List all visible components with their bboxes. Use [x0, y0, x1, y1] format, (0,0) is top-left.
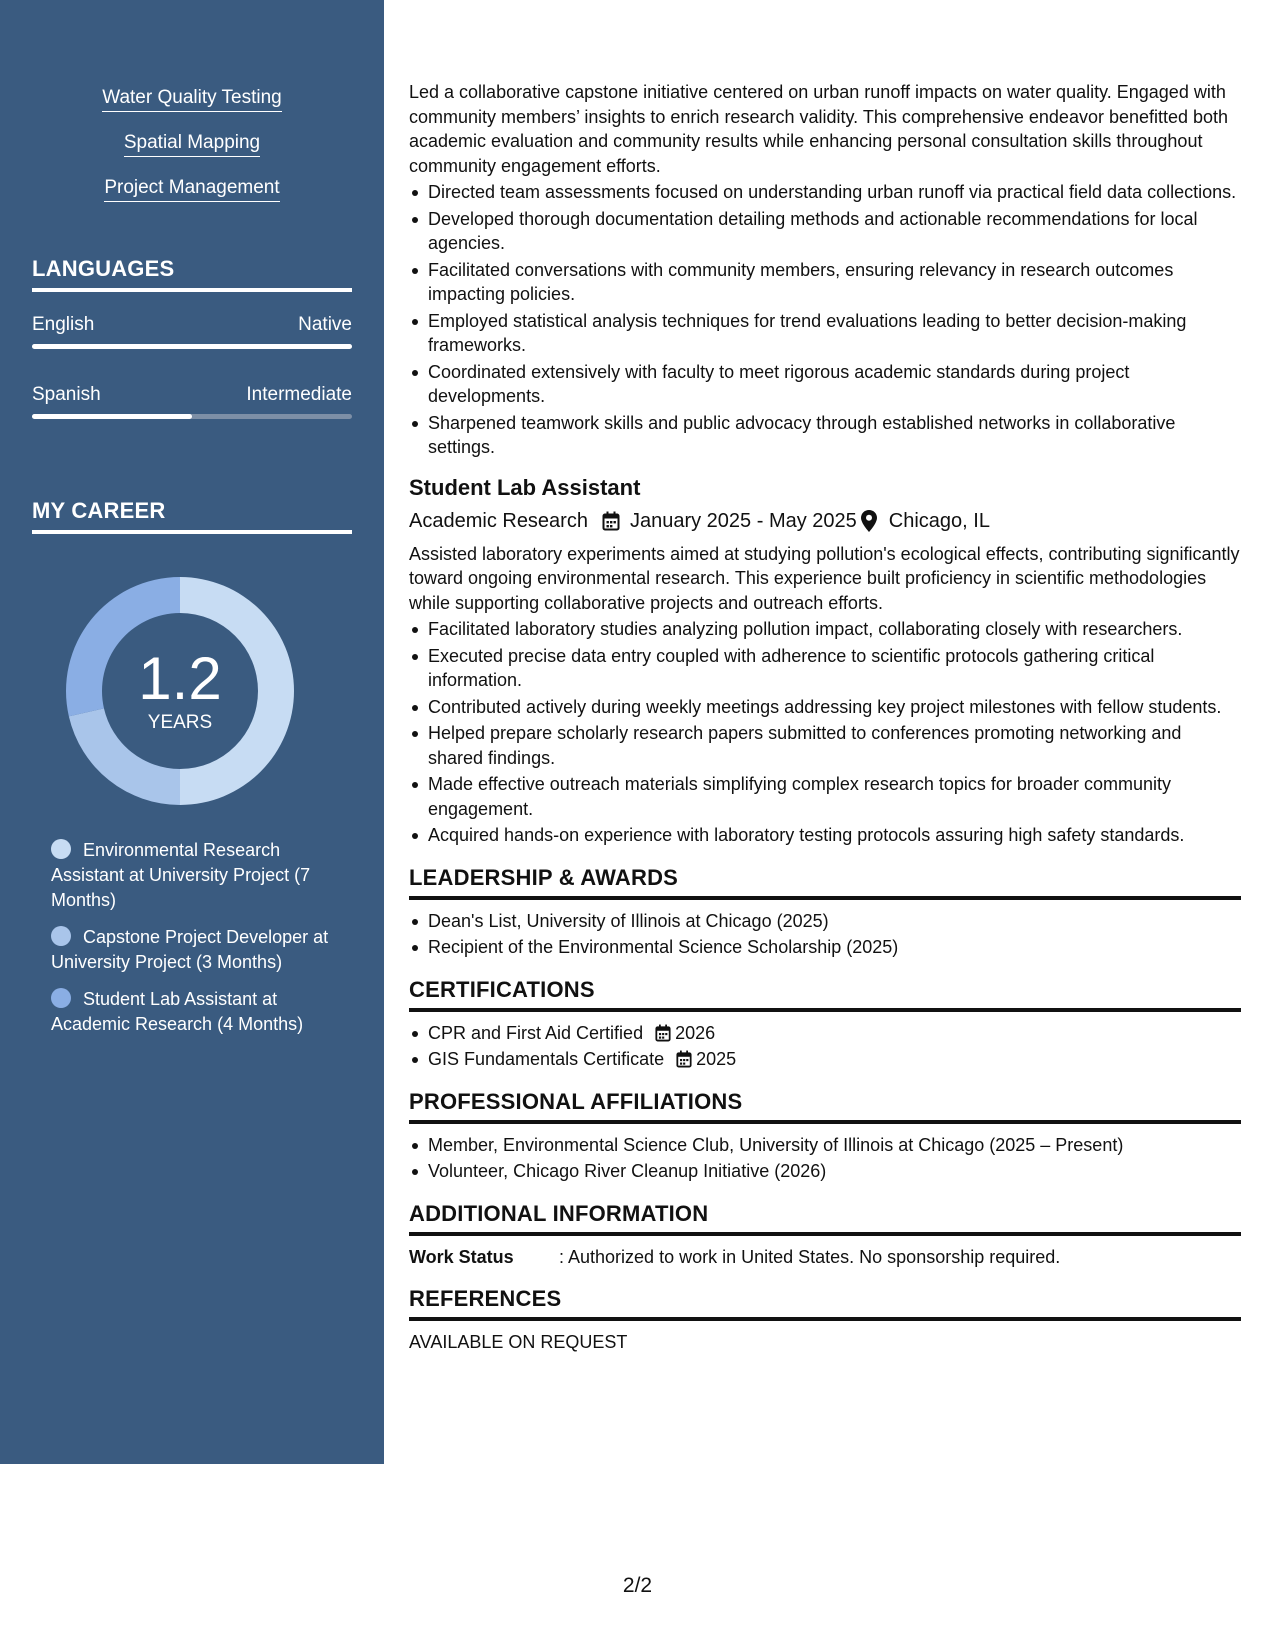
list-item: Volunteer, Chicago River Cleanup Initiative (2026) — [409, 1159, 1241, 1184]
list-item: Directed team assessments focused on understanding urban runoff via practical field data collections. — [409, 180, 1241, 205]
career-legend-text: Environmental Research Assistant at University Project (7 Months) — [51, 840, 311, 910]
list-item: Made effective outreach materials simplifying complex research topics for broader community engagement. — [409, 772, 1241, 821]
list-item: Coordinated extensively with faculty to meet rigorous academic standards during project developments. — [409, 360, 1241, 409]
list-item — [409, 1021, 1241, 1046]
list-item — [409, 1047, 1241, 1072]
language-bar-fill — [32, 414, 192, 419]
job-meta — [409, 508, 1241, 534]
list-item: Executed precise data entry coupled with adherence to scientific protocols gathering critical information. — [409, 644, 1241, 693]
location-pin-icon — [861, 510, 877, 532]
languages-heading: LANGUAGES — [32, 256, 352, 292]
language-row — [32, 384, 352, 406]
leadership-heading: LEADERSHIP & AWARDS — [409, 864, 1241, 900]
skill-item: Project Management — [104, 176, 279, 202]
list-item: Facilitated laboratory studies analyzing pollution impact, collaborating closely with researchers. — [409, 617, 1241, 642]
calendar-icon — [602, 511, 620, 531]
career-total-years: 1.2 — [138, 645, 222, 712]
certification-year: 2025 — [696, 1049, 737, 1069]
affiliations-heading: PROFESSIONAL AFFILIATIONS — [409, 1088, 1241, 1124]
language-level: Intermediate — [246, 384, 352, 405]
career-legend-text: Capstone Project Developer at University Project (3 Months) — [51, 927, 329, 972]
main-content — [409, 80, 1241, 1355]
career-donut-label — [66, 577, 294, 805]
job-title: Student Lab Assistant — [409, 474, 641, 500]
work-status-label: Work Status — [409, 1246, 514, 1267]
job-summary: Assisted laboratory experiments aimed at studying pollution's ecological effects, contributing significantly toward ongoing environmental research. This experience built proficiency in scientific methodologies while supporting collaborative projects and outreach efforts. — [409, 543, 1240, 613]
career-years-unit: YEARS — [147, 712, 213, 733]
language-bar-fill — [32, 344, 352, 349]
list-item: Sharpened teamwork skills and public advocacy through established networks in collaborative settings. — [409, 411, 1241, 460]
sidebar — [0, 0, 384, 1464]
legend-dot — [51, 988, 71, 1008]
certification-year: 2026 — [675, 1022, 716, 1043]
career-legend-text: Student Lab Assistant at Academic Research (4 Months) — [51, 989, 304, 1034]
certifications-heading: CERTIFICATIONS — [409, 976, 1241, 1012]
certification-name: CPR and First Aid Certified — [428, 1022, 644, 1043]
list-item: Employed statistical analysis techniques for trend evaluations leading to better decision-making frameworks. — [409, 309, 1241, 358]
calendar-icon — [676, 1050, 692, 1068]
page-number: 2/2 — [622, 1574, 653, 1597]
references-text: AVAILABLE ON REQUEST — [409, 1332, 628, 1352]
work-status-value: : Authorized to work in United States. No sponsorship required. — [559, 1246, 1061, 1267]
language-name: English — [32, 314, 95, 335]
leadership-list — [409, 909, 1241, 960]
career-heading: MY CAREER — [32, 498, 352, 534]
list-item: Facilitated conversations with community members, ensuring relevancy in research outcomes impacting policies. — [409, 258, 1241, 307]
project-bullets — [409, 180, 1241, 460]
language-name: Spanish — [32, 384, 101, 405]
skill-item: Spatial Mapping — [124, 131, 260, 157]
project-summary: Led a collaborative capstone initiative centered on urban runoff impacts on water quality. Engaged with community members’ insights to enrich research validity. This comprehensive endeavor benefitted both academic evaluation and community results while enhancing personal consultation skills throughout community engagement efforts. — [409, 82, 1229, 176]
skill-item: Water Quality Testing — [102, 86, 282, 112]
calendar-icon — [655, 1024, 671, 1042]
career-legend-item — [51, 925, 341, 975]
language-row — [32, 314, 352, 336]
legend-dot — [51, 926, 71, 946]
additional-info-heading: ADDITIONAL INFORMATION — [409, 1200, 1241, 1236]
career-legend-item — [51, 987, 341, 1037]
job-bullets — [409, 617, 1241, 848]
list-item: Recipient of the Environmental Science Scholarship (2025) — [409, 935, 1241, 960]
references-heading: REFERENCES — [409, 1285, 1241, 1321]
job-dates: January 2025 - May 2025 — [629, 509, 857, 532]
language-bar — [32, 414, 352, 419]
career-legend-item — [51, 838, 341, 913]
list-item: Member, Environmental Science Club, University of Illinois at Chicago (2025 – Present) — [409, 1133, 1241, 1158]
certifications-list — [409, 1021, 1241, 1072]
affiliations-list — [409, 1133, 1241, 1184]
list-item: Helped prepare scholarly research papers submitted to conferences promoting networking and shared findings. — [409, 721, 1241, 770]
language-bar — [32, 344, 352, 349]
job-company: Academic Research — [409, 509, 588, 532]
list-item: Contributed actively during weekly meetings addressing key project milestones with fellow students. — [409, 695, 1241, 720]
certification-name: GIS Fundamentals Certificate — [428, 1049, 665, 1069]
legend-dot — [51, 839, 71, 859]
list-item: Dean's List, University of Illinois at Chicago (2025) — [409, 909, 1241, 934]
work-status-row — [409, 1245, 1241, 1270]
list-item: Acquired hands-on experience with laboratory testing protocols assuring high safety standards. — [409, 823, 1241, 848]
list-item: Developed thorough documentation detailing methods and actionable recommendations for local agencies. — [409, 207, 1241, 256]
career-legend — [51, 838, 341, 1049]
job-location: Chicago, IL — [888, 509, 990, 532]
skills-list — [0, 86, 384, 221]
language-level: Native — [298, 314, 352, 335]
